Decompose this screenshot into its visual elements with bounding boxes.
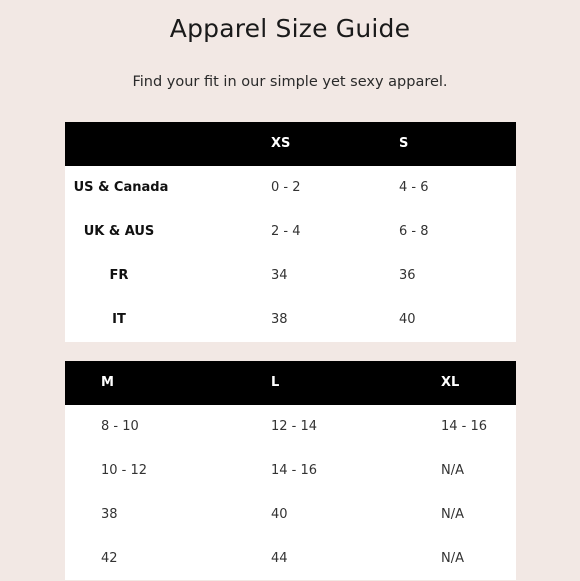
header-s: S (399, 136, 409, 151)
cell-xs: 0 - 2 (271, 180, 301, 195)
size-table-xs-s (65, 122, 516, 342)
table-row (65, 210, 516, 254)
header-m: M (101, 375, 114, 390)
cell-l: 12 - 14 (271, 419, 318, 434)
cell-l: 44 (271, 551, 288, 566)
cell-xl: N/A (441, 551, 464, 566)
size-table-m-l-xl (65, 361, 516, 580)
cell-l: 40 (271, 507, 288, 522)
table-row (65, 493, 516, 537)
cell-xs: 2 - 4 (271, 224, 301, 239)
header-xl: XL (441, 375, 460, 390)
header-xs: XS (271, 136, 291, 151)
table-header (65, 122, 516, 166)
cell-l: 14 - 16 (271, 463, 318, 478)
cell-m: 38 (101, 507, 118, 522)
cell-s: 36 (399, 268, 416, 283)
table-row (65, 449, 516, 493)
table-row (65, 537, 516, 581)
cell-m: 10 - 12 (101, 463, 148, 478)
cell-xs: 38 (271, 312, 288, 327)
table-row (65, 254, 516, 298)
cell-m: 42 (101, 551, 118, 566)
page-subtitle: Find your fit in our simple yet sexy apparel. (132, 74, 448, 90)
cell-m: 8 - 10 (101, 419, 139, 434)
row-label-it: IT (112, 312, 126, 327)
row-label-fr: FR (109, 268, 129, 283)
cell-xl: N/A (441, 463, 464, 478)
table-row (65, 298, 516, 342)
cell-xl: 14 - 16 (441, 419, 488, 434)
page-title: Apparel Size Guide (169, 14, 411, 43)
header-l: L (271, 375, 280, 390)
table-row (65, 166, 516, 210)
table-row (65, 405, 516, 449)
cell-s: 6 - 8 (399, 224, 429, 239)
cell-s: 4 - 6 (399, 180, 429, 195)
cell-xs: 34 (271, 268, 288, 283)
row-label-us-canada: US & Canada (73, 180, 169, 195)
cell-xl: N/A (441, 507, 464, 522)
table-header (65, 361, 516, 405)
row-label-uk-aus: UK & AUS (83, 224, 155, 239)
cell-s: 40 (399, 312, 416, 327)
